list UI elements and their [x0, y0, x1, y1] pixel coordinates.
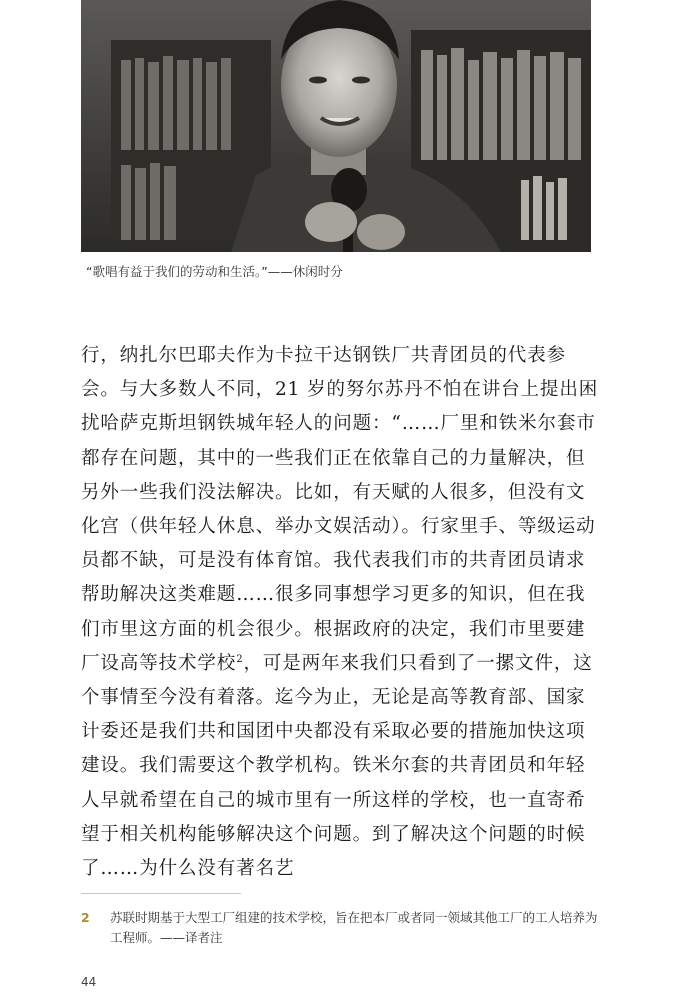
footnote-number: 2 — [81, 910, 90, 925]
photo-caption: “歌唱有益于我们的劳动和生活。”——休闲时分 — [86, 264, 343, 279]
footnote-text: 苏联时期基于大型工厂组建的技术学校，旨在把本厂或者同一领域其他工厂的工人培养为工程师。——译者注 — [110, 910, 598, 945]
footnote-reference[interactable]: 2 — [236, 653, 244, 665]
body-text-part-2: ，可是两年来我们只看到了一摞文件，这个事情至今没有着落。迄今为止，无论是高等教育部、国家计委还是我们共和国团中央都没有采取必要的措施加快这项建设。我们需要这个教学机构。铁米尔套的共青团员和年轻人早就希望在自己的城市里有一所这样的学校，也一直寄希望于相关机构能够解决这个问题。到了解决这个问题的时候了……为什么没有著名艺 — [81, 652, 593, 880]
photo-man-with-violin — [81, 0, 591, 252]
footnote — [81, 908, 601, 948]
body-text — [81, 339, 601, 886]
photo-image — [81, 0, 591, 252]
body-paragraph — [81, 339, 601, 886]
page-number: 44 — [81, 975, 97, 989]
body-text-part-1: 行，纳扎尔巴耶夫作为卡拉干达钢铁厂共青团员的代表参会。与大多数人不同，21 岁的努尔苏丹不怕在讲台上提出困扰哈萨克斯坦钢铁城年轻人的问题：“……厂里和铁米尔套市都存在问题，其中的一些我们正在依靠自己的力量解决，但另外一些我们没法解决。比如，有天赋的人很多，但没有文化宫（供年轻人休息、举办文娱活动）。行家里手、等级运动员都不缺，可是没有体育馆。我代表我们市的共青团员请求帮助解决这类难题……很多同事想学习更多的知识，但在我们市里这方面的机会很少。根据政府的决定，我们市里要建厂设高等技术学校 — [81, 345, 599, 674]
footnote-divider — [81, 893, 241, 894]
